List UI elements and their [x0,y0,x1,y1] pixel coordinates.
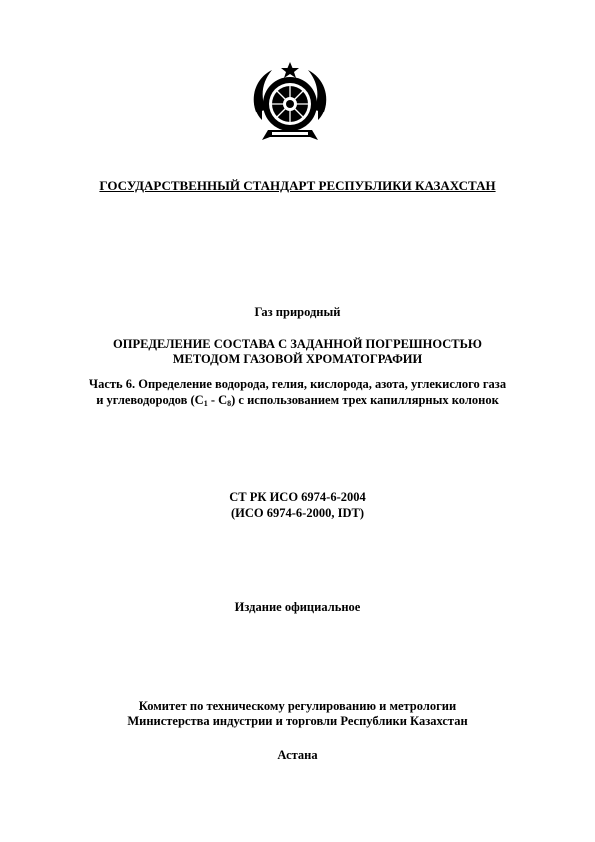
document-title-line-1: ОПРЕДЕЛЕНИЕ СОСТАВА С ЗАДАННОЙ ПОГРЕШНОСТЬЮ [113,337,482,351]
standard-code: СТ РК ИСО 6974-6-2004 [229,490,366,504]
document-title-line-2: МЕТОДОМ ГАЗОВОЙ ХРОМАТОГРАФИИ [172,352,423,366]
kazakhstan-emblem-icon [248,60,332,146]
part-line2-suffix: ) с использованием трех капиллярных колонок [231,393,499,407]
part-line2-prefix: и углеводородов (C [96,393,204,407]
publisher-line-1: Комитет по техническому регулированию и метрологии [138,699,457,713]
carbon-subscript-1: 1 [203,399,208,408]
part-line2-middle: - C [207,393,228,407]
edition-label: Издание официальное [234,600,361,614]
carbon-subscript-8: 8 [227,399,232,408]
publication-city: Астана [277,748,318,762]
publisher-line-2: Министерства индустрии и торговли Республики Казахстан [127,714,468,728]
part-title-line-1: Часть 6. Определение водорода, гелия, кислорода, азота, углекислого газа [88,377,507,391]
part-title-line-2 [0,393,595,408]
standard-header-title: ГОСУДАРСТВЕННЫЙ СТАНДАРТ РЕСПУБЛИКИ КАЗАХСТАН [99,178,496,193]
document-subject: Газ природный [254,305,341,319]
iso-reference-code: (ИСО 6974-6-2000, IDT) [231,506,364,520]
